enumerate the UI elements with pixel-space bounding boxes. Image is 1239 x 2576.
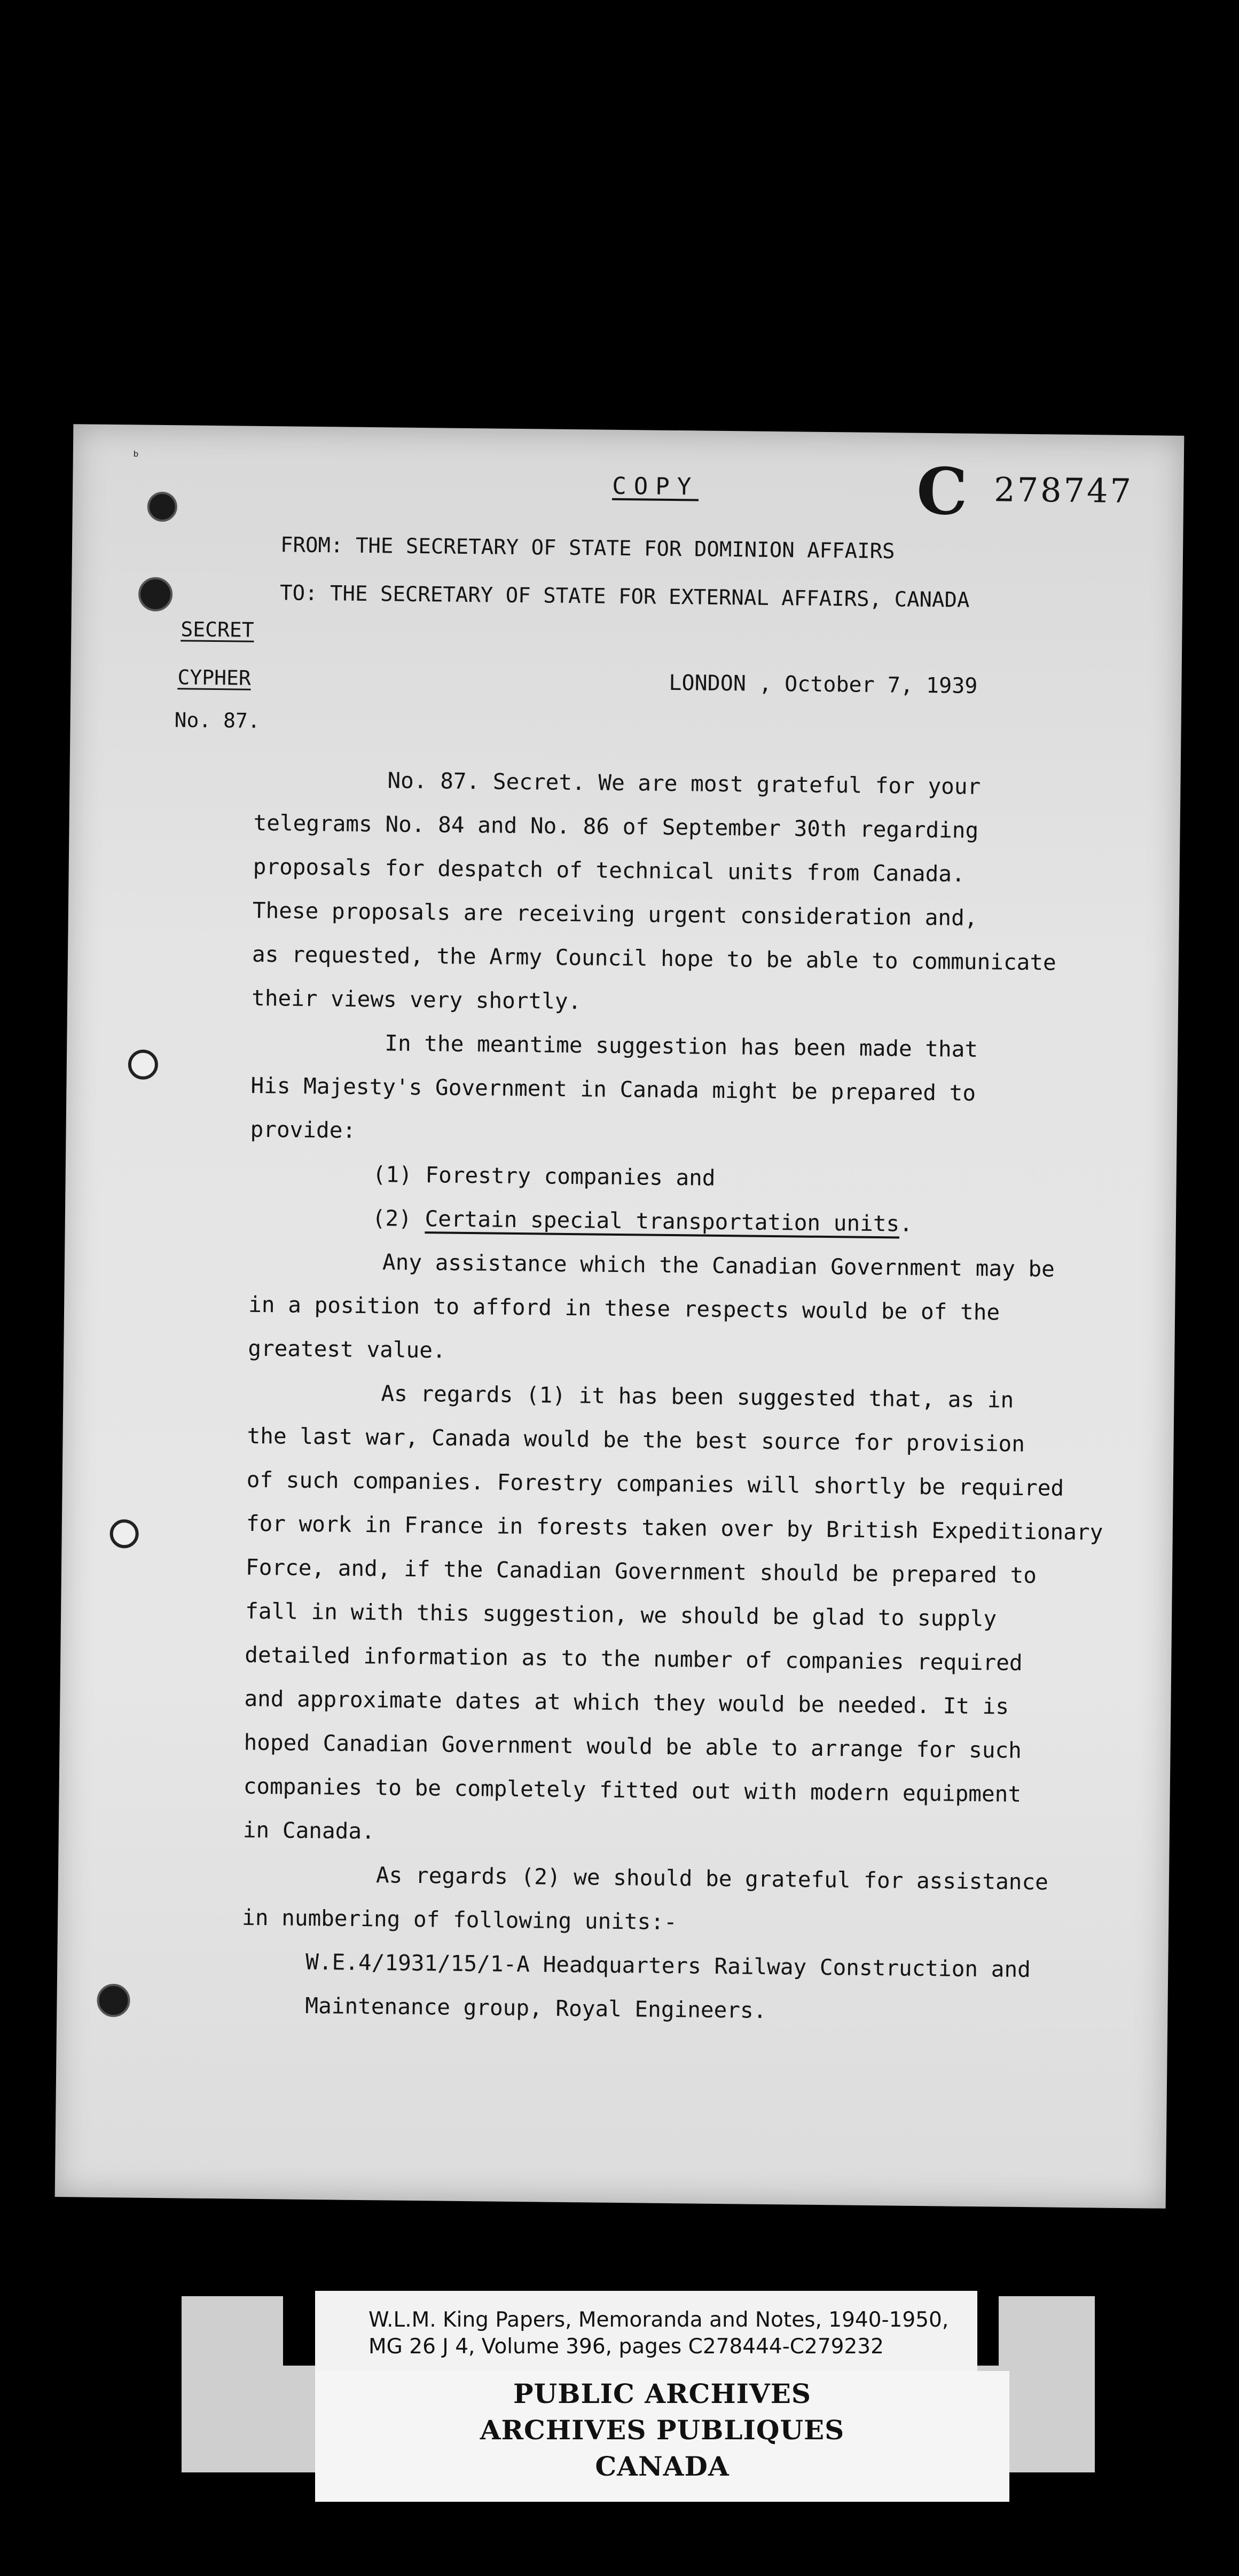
archive-reference-label: [315, 2291, 977, 2371]
punch-hole: [128, 1049, 159, 1080]
cypher-tag: CYPHER: [177, 665, 251, 690]
dateline: LONDON , October 7, 1939: [669, 670, 978, 698]
archives-line-3: CANADA: [595, 2451, 730, 2482]
paragraph-1: No. 87. Secret. We are most grateful for your telegrams No. 84 and No. 86 of September 30th regarding proposals for despatch of technical units from Canada. These proposals are receiving urgent consideration and, as requested, the Army Council hope to be able to communicate their views very shortly.: [251, 767, 1056, 1015]
list-item-1: (1) Forestry companies and: [372, 1161, 716, 1191]
paragraph-2: In the meantime suggestion has been made that His Majesty's Government in Canada might be prepared to provide:: [250, 1030, 978, 1143]
label-tab: [977, 2296, 999, 2366]
archives-line-2: ARCHIVES PUBLIQUES: [480, 2414, 845, 2446]
from-line: FROM: THE SECRETARY OF STATE FOR DOMINION AFFAIRS: [280, 533, 895, 564]
to-line: TO: THE SECRETARY OF STATE FOR EXTERNAL AFFAIRS, CANADA: [279, 581, 970, 612]
paragraph-5: As regards (2) we should be grateful for assistance in numbering of following units:-: [241, 1862, 1049, 1935]
document-page: [55, 424, 1185, 2209]
punch-hole: [109, 1519, 139, 1549]
punch-hole: [138, 577, 173, 611]
copy-heading: COPY: [612, 472, 699, 501]
label-tab: [283, 2296, 315, 2366]
archive-reference: [368, 2307, 948, 2360]
archive-c-mark: C: [916, 453, 968, 530]
list-item-2: [249, 1195, 1115, 1248]
secret-tag: SECRET: [181, 617, 254, 642]
archives-line-1: PUBLIC ARCHIVES: [513, 2378, 811, 2409]
list-item-2-suffix: .: [899, 1211, 913, 1237]
punch-hole: [97, 1984, 130, 2017]
archive-reference-line-2: MG 26 J 4, Volume 396, pages C278444-C279232: [368, 2335, 884, 2359]
list-item-2-prefix: (2): [372, 1205, 425, 1232]
punch-hole: [147, 492, 178, 522]
list-item-2-underlined: Certain special transportation units: [425, 1206, 900, 1237]
public-archives-stamp: [315, 2371, 1009, 2502]
paragraph-3: Any assistance which the Canadian Government may be in a position to afford in these respects would be of the greatest value.: [248, 1249, 1055, 1363]
letter-body: [241, 757, 1119, 2036]
paragraph-6: W.E.4/1931/15/1-A Headquarters Railway Construction and Maintenance group, Royal Engineers.: [305, 1949, 1031, 2023]
reference-number: No. 87.: [174, 708, 261, 733]
scratch-mark: ᵇ: [131, 449, 140, 465]
archive-reference-line-1: W.L.M. King Papers, Memoranda and Notes, 1940-1950,: [368, 2308, 949, 2332]
paragraph-4: As regards (1) it has been suggested that, as in the last war, Canada would be the best source for provision of such companies. Forestry companies will shortly be required for work in France in forests taken over by British Expeditionary Force, and, if the Canadian Government should be prepared to fall in with this suggestion, we should be glad to supply detailed information as to the number of companies required and approximate dates at which they would be needed. It is hoped Canadian Government would be able to arrange for such companies to be completely fitted out with modern equipment in Canada.: [242, 1380, 1103, 1844]
document-number: 278747: [993, 470, 1134, 511]
